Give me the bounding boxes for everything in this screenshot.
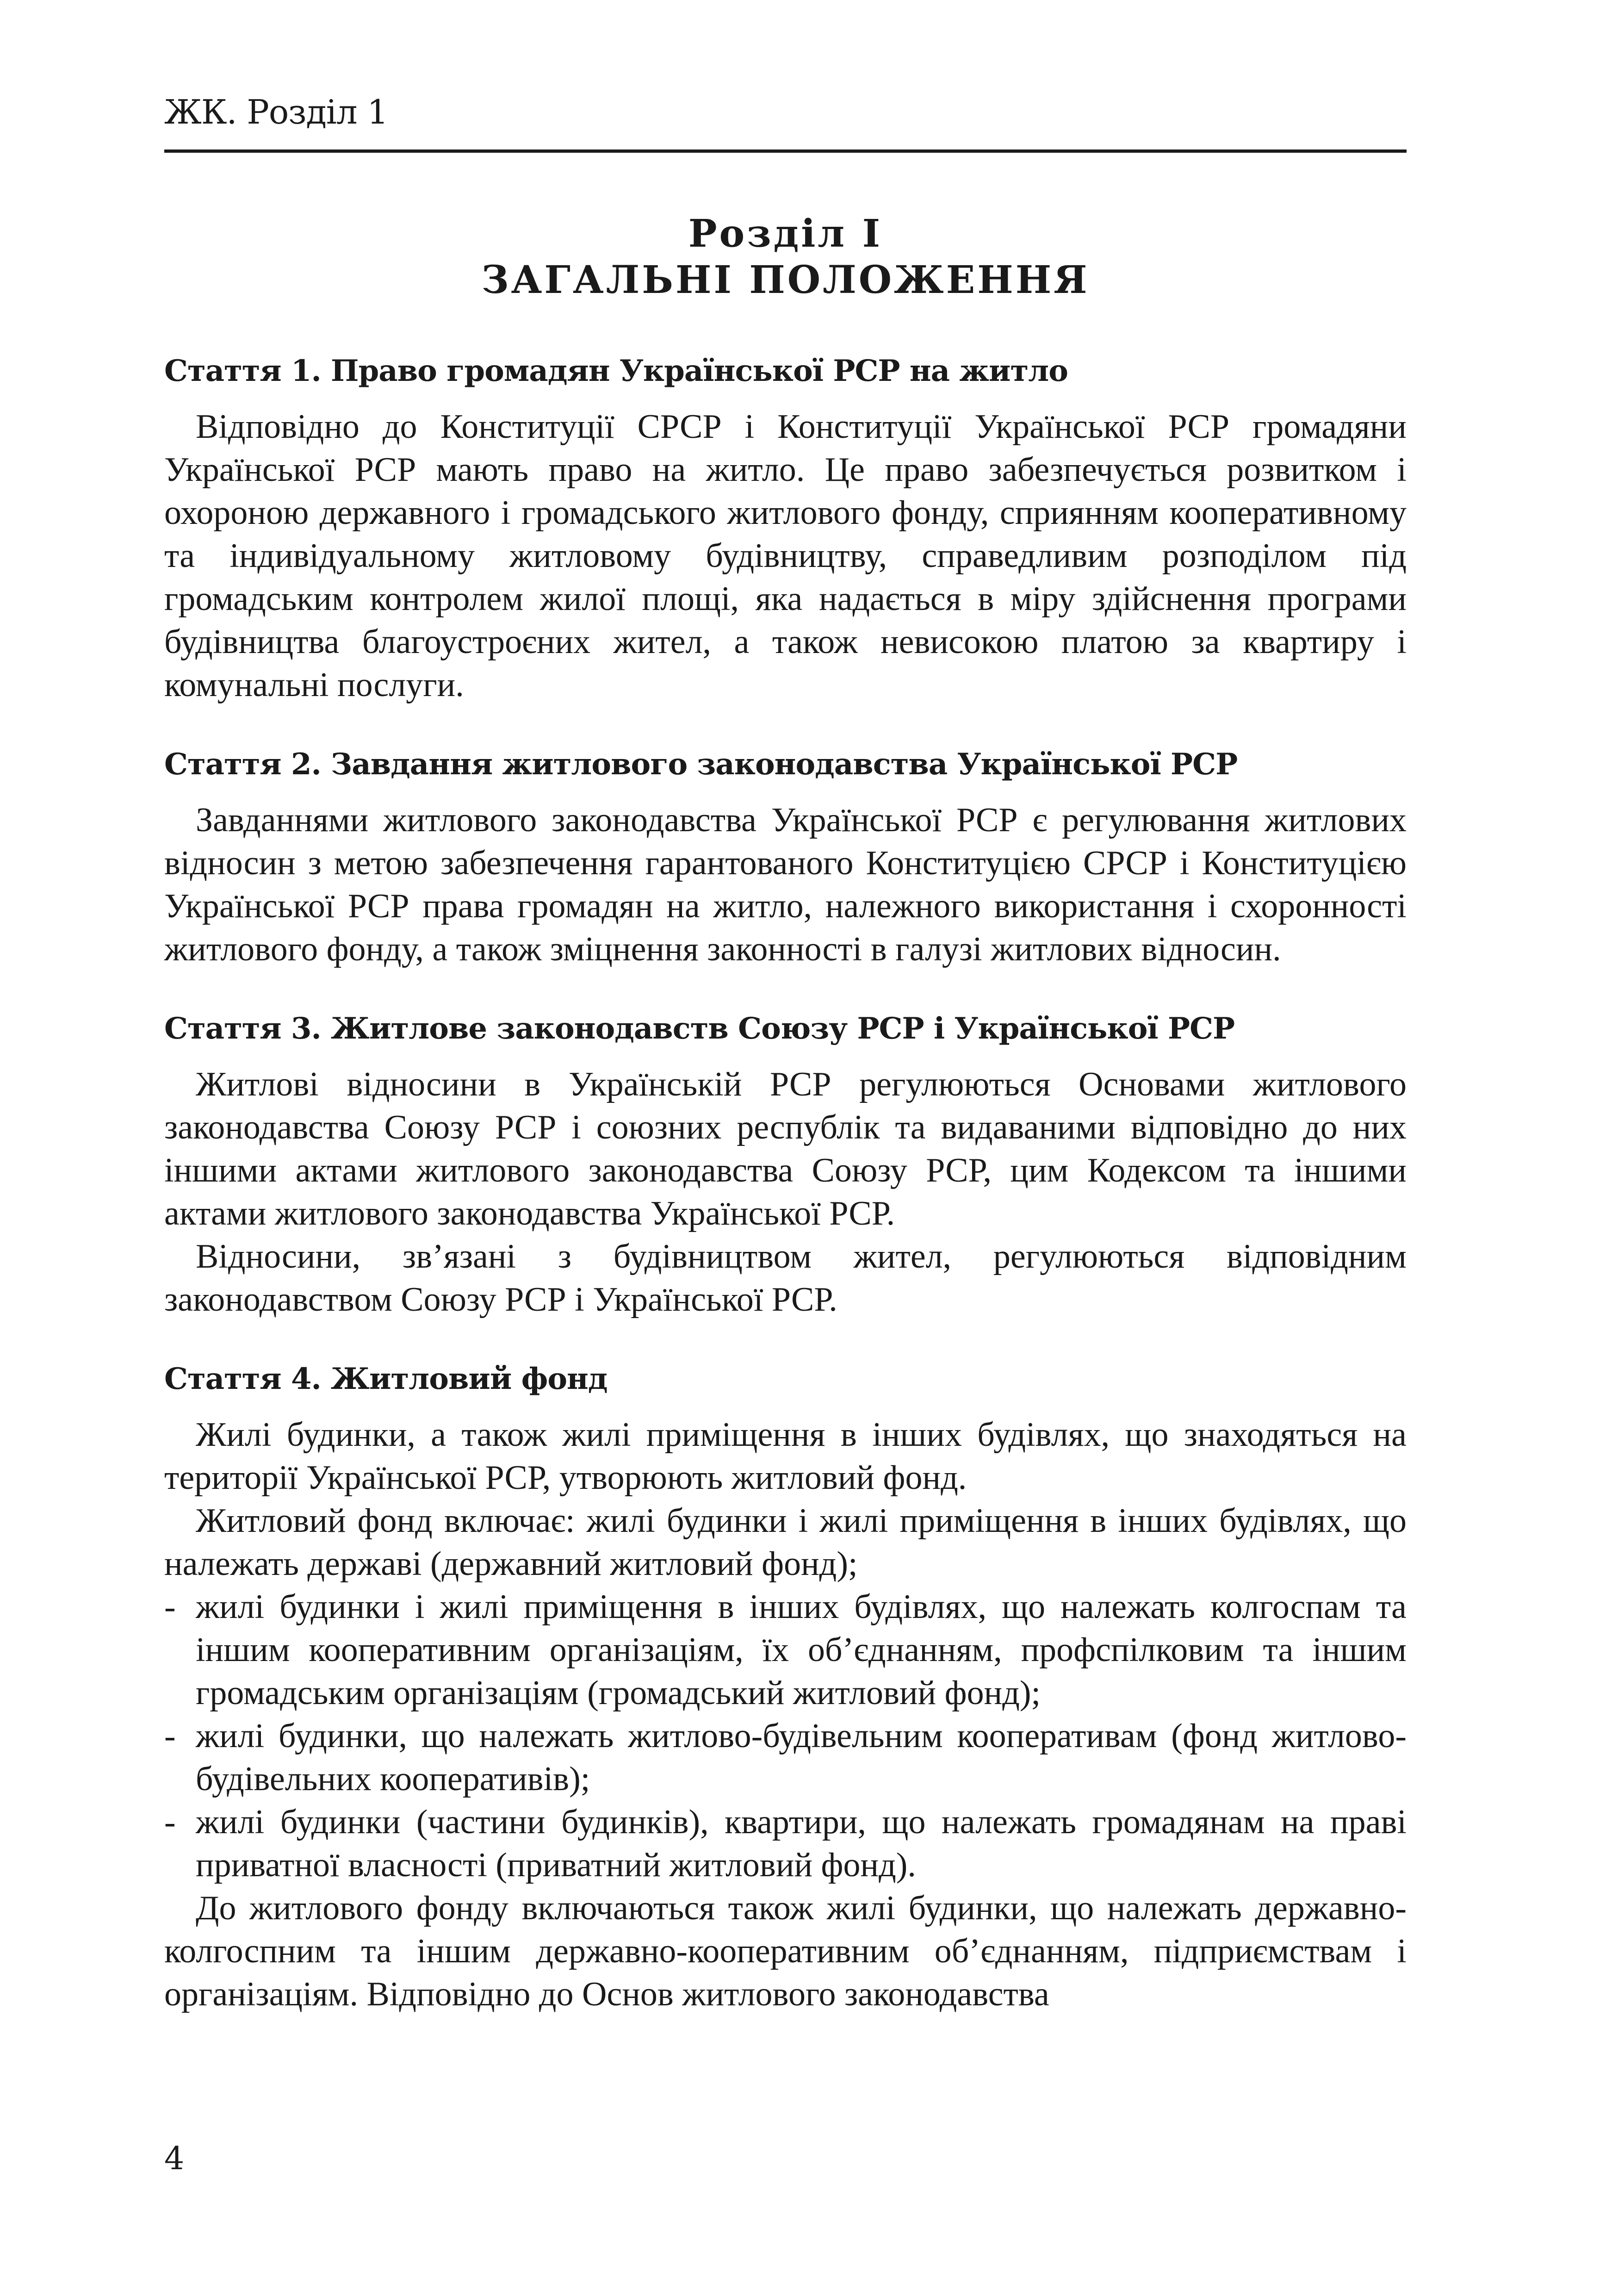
paragraph: До житлового фонду включаються також жилі будинки, що належать державно-колгоспним та іншим державно-кооперативним об’єднанням, підприємствам і організаціям. Відповідно до Основ житлового законодавства (164, 1889, 1407, 2013)
paragraph: Відносини, зв’язані з будівництвом жител, регулюються відповідним законодавством Союзу РСР і Української РСР. (164, 1238, 1407, 1319)
article-title: Стаття 2. Завдання житлового законодавства Української РСР (164, 747, 1238, 782)
article-title: Стаття 1. Право громадян Української РСР на житло (164, 354, 1068, 388)
article-1 (164, 349, 1407, 707)
part-title: ЗАГАЛЬНІ ПОЛОЖЕННЯ (481, 258, 1090, 302)
part-heading (164, 211, 1407, 303)
article-title: Стаття 4. Житловий фонд (164, 1362, 608, 1396)
paragraph: Жилі будинки, а також жилі приміщення в інших будівлях, що знаходяться на території Української РСР, утворюють житловий фонд. (164, 1416, 1407, 1497)
running-head: ЖК. Розділ 1 (164, 93, 388, 131)
list-item-text: жилі будинки (частини будинків), квартири, що належать громадянам на праві приватної власності (приватний житловий фонд). (196, 1803, 1407, 1884)
list-item-text: жилі будинки і жилі приміщення в інших будівлях, що належать колгоспам та іншим кооперативним організаціям, їх об’єднанням, профспілковим та іншим громадським організаціям (громадський житловий фонд); (196, 1588, 1407, 1712)
list-item (164, 1715, 1407, 1801)
part-label: Розділ I (688, 212, 883, 256)
paragraph: Завданнями житлового законодавства Української РСР є регулювання житлових відносин з метою забезпечення гарантованого Конституцією СРСР і Конституцією Української РСР права громадян на житло, належного використання і схоронності житлового фонду, а також зміцнення законності в галузі житлових відносин. (164, 801, 1407, 968)
header-rule (164, 149, 1407, 153)
paragraph: Житловий фонд включає: жилі будинки і жилі приміщення в інших будівлях, що належать державі (державний житловий фонд); (164, 1502, 1407, 1583)
article-4 (164, 1357, 1407, 2016)
article-2 (164, 743, 1407, 971)
paragraph: Відповідно до Конституції СРСР і Конституції Української РСР громадяни Української РСР мають право на житло. Це право забезпечується розвитком і охороною державного і громадського житлового фонду, сприянням кооперативному та індивідуальному житловому будівництву, справедливим розподілом під громадським контролем жилої площі, яка надається в міру здійснення програми будівництва благоустроєних жител, а також невисокою платою за квартиру і комунальні послуги. (164, 408, 1407, 704)
list-item (164, 1801, 1407, 1887)
bullet-dash-icon: - (164, 1588, 176, 1626)
list-item (164, 1586, 1407, 1715)
body-text (164, 349, 1407, 2052)
bullet-dash-icon: - (164, 1803, 176, 1841)
paragraph: Житлові відносини в Українській РСР регулюються Основами житлового законодавства Союзу РСР і союзних республік та видаваними відповідно до них іншими актами житлового законодавства Союзу РСР, цим Кодексом та іншими актами житлового законодавства Української РСР. (164, 1065, 1407, 1232)
article-title: Стаття 3. Житлове законодавств Союзу РСР і Української РСР (164, 1011, 1235, 1046)
list-item-text: жилі будинки, що належать житлово-будівельним кооперативам (фонд житлово-будівельних кооперативів); (196, 1717, 1407, 1798)
page-number: 4 (164, 2140, 185, 2177)
bullet-dash-icon: - (164, 1717, 176, 1755)
article-3 (164, 1007, 1407, 1321)
